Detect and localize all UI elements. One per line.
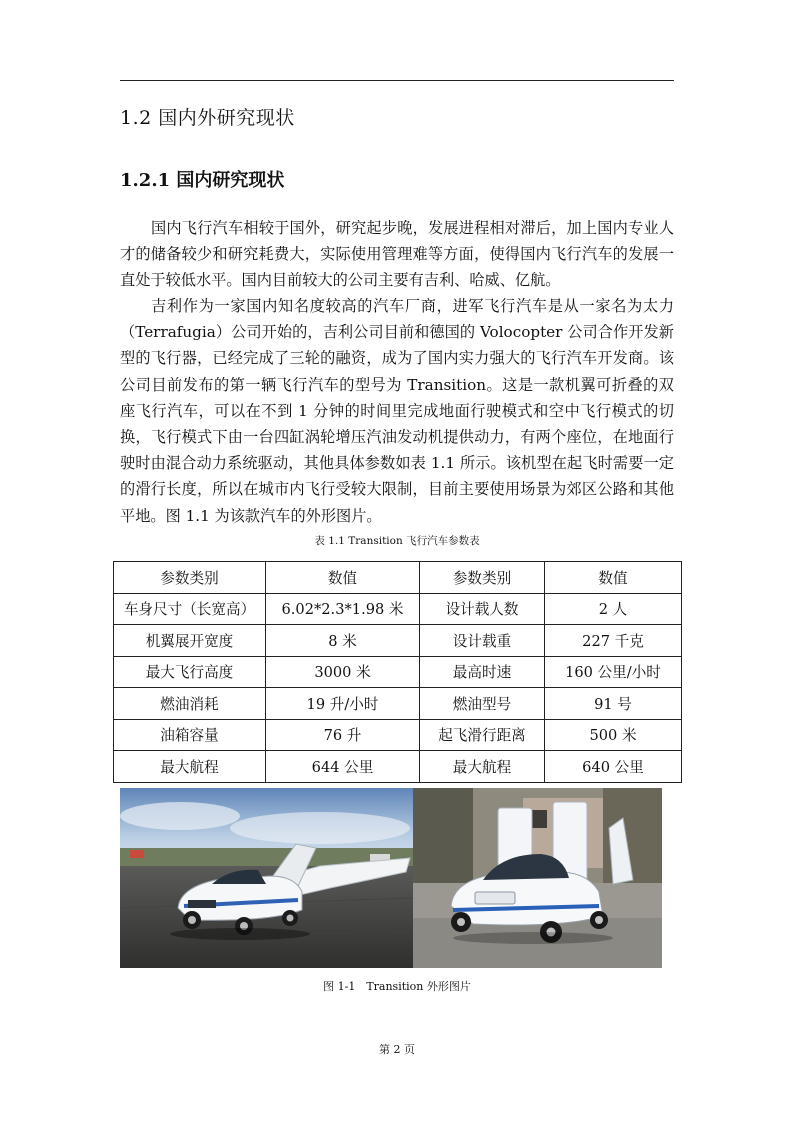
table-cell: 76 升 <box>266 719 420 751</box>
table-row <box>114 625 682 657</box>
table-header-cell: 参数类别 <box>420 562 545 594</box>
table-cell: 燃油型号 <box>420 688 545 720</box>
table-caption: 表 1.1 Transition 飞行汽车参数表 <box>314 535 480 547</box>
page-number: 第 2 页 <box>379 1043 415 1056</box>
table-cell: 油箱容量 <box>114 719 266 751</box>
flying-car-wings-open-photo <box>120 788 413 968</box>
table-cell: 644 公里 <box>266 751 420 783</box>
table-cell: 车身尺寸（长宽高） <box>114 593 266 625</box>
flying-car-wings-folded-photo <box>413 788 662 968</box>
table-row <box>114 688 682 720</box>
table-cell: 6.02*2.3*1.98 米 <box>266 593 420 625</box>
table-header-cell: 参数类别 <box>114 562 266 594</box>
table-cell: 160 公里/小时 <box>545 656 682 688</box>
table-row <box>114 751 682 783</box>
table-cell: 最大飞行高度 <box>114 656 266 688</box>
table-cell: 2 人 <box>545 593 682 625</box>
table-header-row <box>114 562 682 594</box>
body-paragraph: 国内飞行汽车相较于国外，研究起步晚，发展进程相对滞后，加上国内专业人才的储备较少和研究耗费大，实际使用管理难等方面，使得国内飞行汽车的发展一直处于较低水平。国内目前较大的公司主要有吉利、哈威、亿航。 <box>120 219 674 290</box>
subsection-heading: 1.2.1 国内研究现状 <box>120 170 285 191</box>
table-cell: 设计载重 <box>420 625 545 657</box>
table-cell: 91 号 <box>545 688 682 720</box>
table-cell: 227 千克 <box>545 625 682 657</box>
table-cell: 最大航程 <box>420 751 545 783</box>
header-rule <box>120 80 674 81</box>
table-header-cell: 数值 <box>545 562 682 594</box>
table-row <box>114 656 682 688</box>
table-cell: 最大航程 <box>114 751 266 783</box>
parameter-table <box>113 561 682 783</box>
table-row <box>114 593 682 625</box>
table-cell: 640 公里 <box>545 751 682 783</box>
table-cell: 500 米 <box>545 719 682 751</box>
table-cell: 设计载人数 <box>420 593 545 625</box>
section-heading: 1.2 国内外研究现状 <box>120 107 295 129</box>
figure-photos <box>120 788 662 968</box>
table-cell: 起飞滑行距离 <box>420 719 545 751</box>
table-cell: 机翼展开宽度 <box>114 625 266 657</box>
table-cell: 19 升/小时 <box>266 688 420 720</box>
table-cell: 燃油消耗 <box>114 688 266 720</box>
table-cell: 8 米 <box>266 625 420 657</box>
body-paragraph: 吉利作为一家国内知名度较高的汽车厂商，进军飞行汽车是从一家名为太力（Terrafugia）公司开始的，吉利公司目前和德国的 Volocopter 公司合作开发新型的飞行器，已经完成了三轮的融资，成为了国内实力强大的飞行汽车开发商。该公司目前发布的第一辆飞行汽车的型号为 Transition。这是一款机翼可折叠的双座飞行汽车，可以在不到 1 分钟的时间里完成地面行驶模式和空中飞行模式的切换，飞行模式下由一台四缸涡轮增压汽油发动机提供动力，有两个座位，在地面行驶时由混合动力系统驱动，其他具体参数如表 1.1 所示。该机型在起飞时需要一定的滑行长度，所以在城市内飞行受较大限制，目前主要使用场景为郊区公路和其他平地。图 1.1 为该款汽车的外形图片。 <box>120 297 674 525</box>
figure-caption: 图 1-1 Transition 外形图片 <box>323 980 471 993</box>
table-row <box>114 719 682 751</box>
table-cell: 3000 米 <box>266 656 420 688</box>
table-header-cell: 数值 <box>266 562 420 594</box>
table-cell: 最高时速 <box>420 656 545 688</box>
